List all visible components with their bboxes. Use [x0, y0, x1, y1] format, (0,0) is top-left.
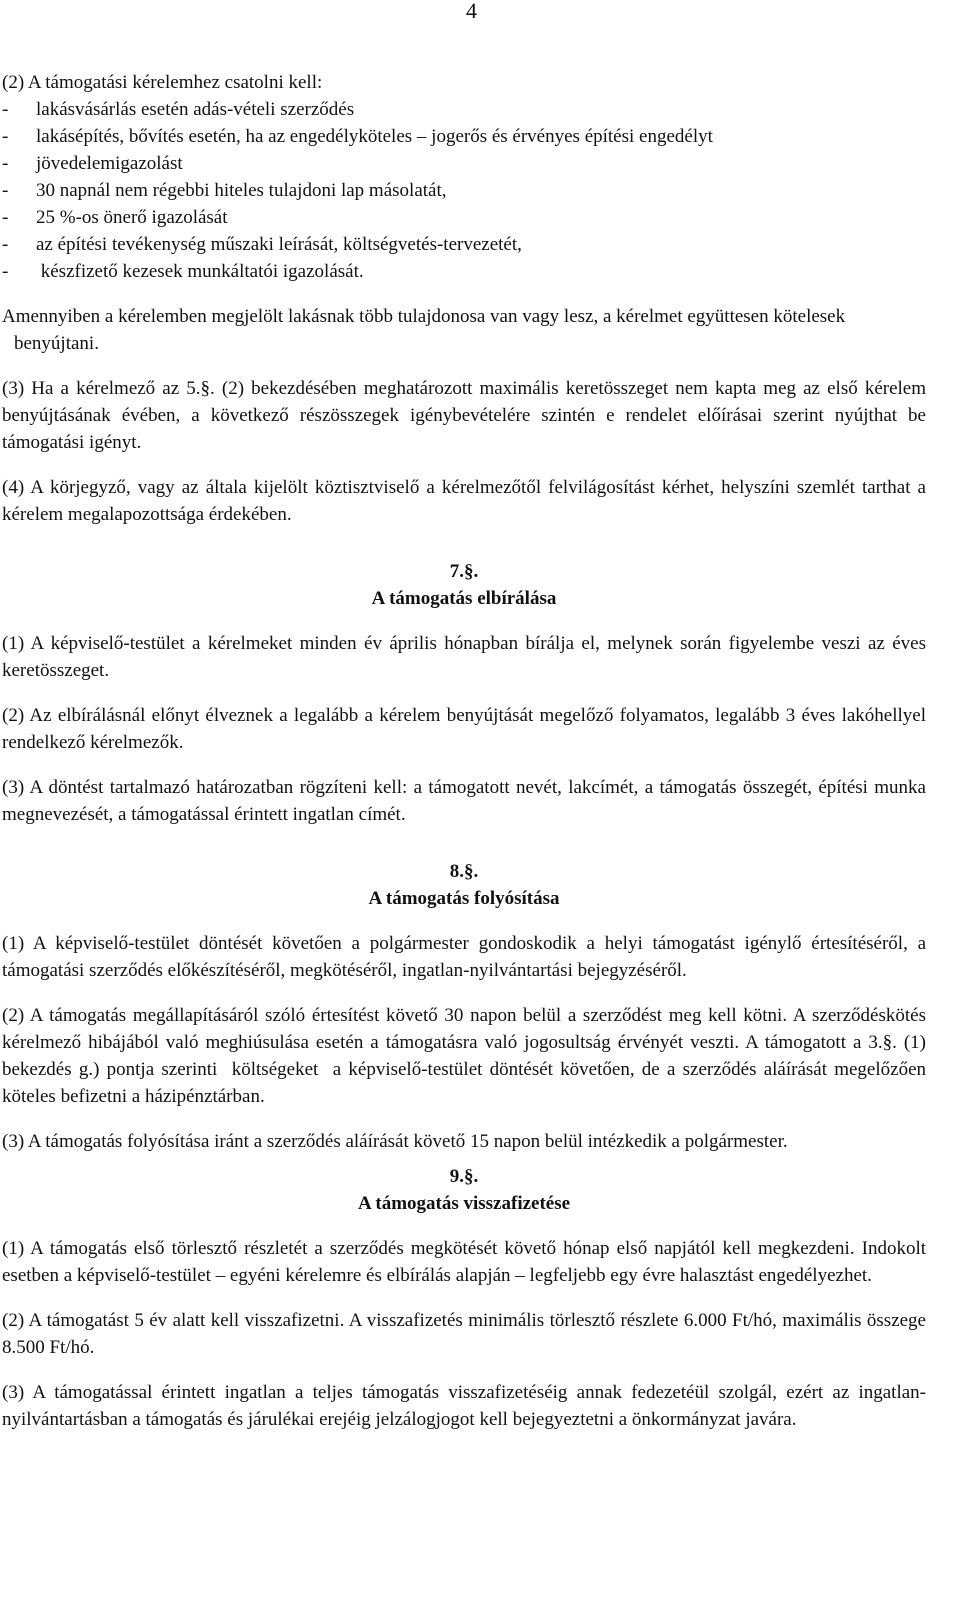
list-item-text: lakásvásárlás esetén adás-vételi szerződés [36, 99, 355, 120]
list-item [2, 177, 926, 204]
list-dash: - [2, 153, 9, 174]
paragraph-4: (4) A körjegyző, vagy az általa kijelölt köztisztviselő a kérelmezőtől felvilágosítást kérhet, helyszíni szemlét tarthat a kérelem megalapozottsága érdekében. [2, 477, 926, 525]
section-9-paragraph: (1) A támogatás első törlesztő részletét a szerződés megkötését követő hónap első napjától kell megkezdeni. Indokolt esetben a képviselő-testület – egyéni kérelemre és elbírálás alapján – legfeljebb egy évre halasztást engedélyezhet. [2, 1238, 926, 1286]
section-8-number: 8.§. [449, 861, 479, 882]
owners-note: Amennyiben a kérelemben megjelölt lakásnak több tulajdonosa van vagy lesz, a kérelmet együttesen kötelesek benyújtani. [2, 306, 846, 354]
list-item [2, 150, 926, 177]
section-9-paragraph: (3) A támogatással érintett ingatlan a teljes támogatás visszafizetéséig annak fedezetéül szolgál, ezért az ingatlan-nyilvántartásban a támogatás és járulékai erejéig jelzálogjogot kell bejegyeztetni a önkormányzat javára. [2, 1382, 926, 1430]
list-item [2, 96, 926, 123]
section-7-paragraph: (1) A képviselő-testület a kérelmeket minden év április hónapban bírálja el, melynek során figyelembe veszi az éves keretösszeget. [2, 633, 926, 681]
document-body [0, 69, 931, 1433]
section-8-paragraph: (2) A támogatás megállapításáról szóló értesítést követő 30 napon belül a szerződést meg kell kötni. A szerződéskötés kérelmező hibájából való meghiúsulása esetén a támogatásra való jogosultság érvényét veszti. A támogatott a 3.§. (1) bekezdés g.) pontja szerinti költségeket a képviselő-testület döntését követően, de a szerződés aláírását megelőzően köteles befizetni a házipénztárban. [2, 1005, 931, 1107]
list-item-text: 25 %-os önerő igazolását [36, 207, 228, 228]
attachments-lead: (2) A támogatási kérelemhez csatolni kell: [2, 72, 323, 93]
list-dash: - [2, 234, 9, 255]
list-item-text: készfizető kezesek munkáltatói igazolását. [36, 261, 364, 282]
section-9-title: A támogatás visszafizetése [357, 1193, 571, 1214]
section-8-paragraph: (3) A támogatás folyósítása iránt a szerződés aláírását követő 15 napon belül intézkedik a polgármester. [2, 1131, 788, 1152]
list-item-text: jövedelemigazolást [36, 153, 183, 174]
attachments-list [2, 96, 926, 285]
list-item [2, 258, 926, 285]
list-dash: - [2, 207, 9, 228]
list-item [2, 204, 926, 231]
section-7-paragraph: (3) A döntést tartalmazó határozatban rögzíteni kell: a támogatott nevét, lakcímét, a támogatás összegét, építési munka megnevezését, a támogatással érintett ingatlan címét. [2, 777, 926, 825]
list-item [2, 231, 926, 258]
list-item [2, 123, 926, 150]
section-7-number: 7.§. [449, 561, 479, 582]
section-7-paragraph: (2) Az elbírálásnál előnyt élveznek a legalább a kérelem benyújtását megelőző folyamatos, legalább 3 éves lakóhellyel rendelkező kérelmezők. [2, 705, 926, 753]
list-item-text: lakásépítés, bővítés esetén, ha az engedélyköteles – jogerős és érvényes építési engedélyt [36, 126, 713, 147]
page-number: 4 [466, 0, 477, 23]
section-8-title: A támogatás folyósítása [368, 888, 560, 909]
section-9-number: 9.§. [449, 1166, 479, 1187]
section-7-title: A támogatás elbírálása [371, 588, 557, 609]
list-dash: - [2, 261, 9, 282]
list-dash: - [2, 126, 9, 147]
list-item-text: az építési tevékenység műszaki leírását, költségvetés-tervezetét, [36, 234, 522, 255]
list-item-text: 30 napnál nem régebbi hiteles tulajdoni lap másolatát, [36, 180, 447, 201]
paragraph-3: (3) Ha a kérelmező az 5.§. (2) bekezdésében meghatározott maximális keretösszeget nem kapta meg az első kérelem benyújtásának évében, a következő részösszegek igénybevételére szintén e rendelet előírásai szerint nyújthat be támogatási igényt. [2, 378, 926, 453]
list-dash: - [2, 180, 9, 201]
section-8-paragraph: (1) A képviselő-testület döntését követően a polgármester gondoskodik a helyi támogatást igénylő értesítéséről, a támogatási szerződés előkészítéséről, megkötéséről, ingatlan-nyilvántartási bejegyzéséről. [2, 933, 926, 981]
list-dash: - [2, 99, 9, 120]
section-9-paragraph: (2) A támogatást 5 év alatt kell visszafizetni. A visszafizetés minimális törlesztő részlete 6.000 Ft/hó, maximális összege 8.500 Ft/hó. [2, 1310, 926, 1358]
